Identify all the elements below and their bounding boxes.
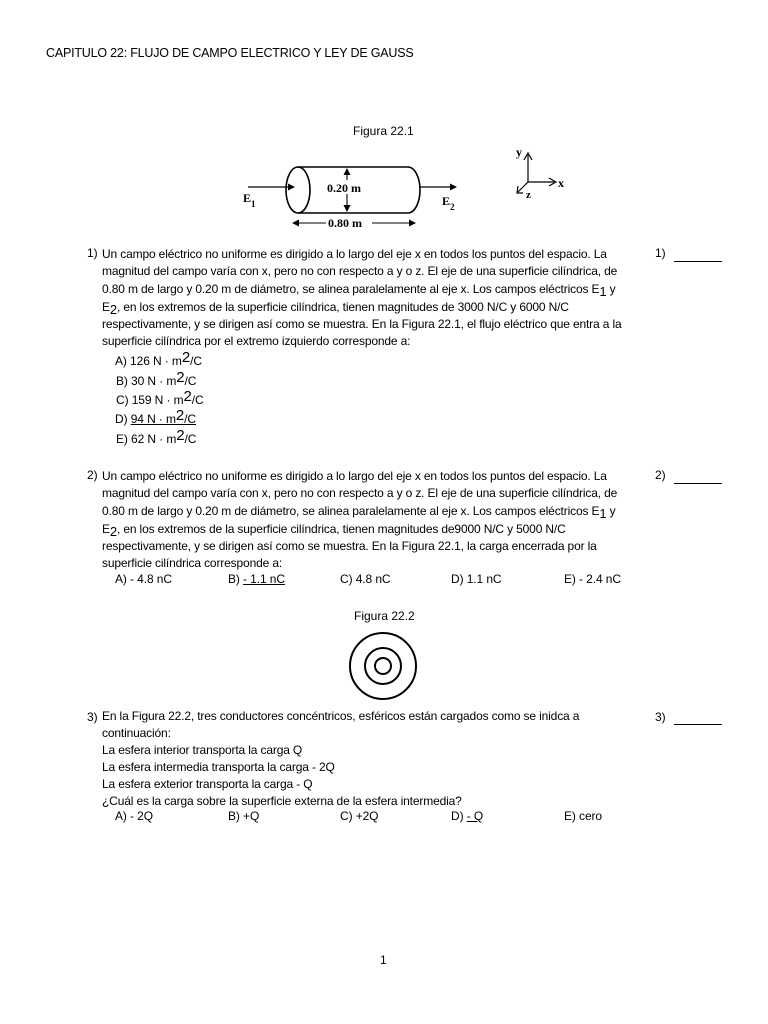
e1-arrowhead — [288, 184, 295, 191]
figure-caption-22-1: Figura 22.1 — [353, 124, 414, 138]
cylinder-left-hidden-edge — [298, 167, 310, 213]
page-number: 1 — [380, 953, 387, 967]
e1-subscript: 1 — [251, 199, 256, 209]
axes-figure — [508, 140, 578, 204]
question-3-option-d[interactable]: D) - Q — [451, 809, 484, 823]
question-1-option-c[interactable]: C) 159 N · m2/C — [116, 388, 204, 407]
answer-blank-1[interactable] — [674, 261, 722, 262]
cylinder-figure — [236, 150, 476, 238]
question-2-text: Un campo eléctrico no uniforme es dirigido a lo largo del eje x en todos los puntos del espacio. La magnitud del campo varía con x, pero no con respecto a y o z. El eje de una superficie cilíndrica, de 0.80 m de largo y 0.20 m de diámetro, se alinea paralelamente al eje x. Los campos eléctricos E1 y E2, en los extremos de la superficie cilíndrica, tienen magnitudes de9000 N/C y 5000 N/C respectivamente, y se dirigen así como se muestra. En la Figura 22.1, la carga encerrada por la superficie cilíndrica corresponde a: — [102, 469, 618, 570]
diameter-arrowhead-bottom — [344, 205, 351, 212]
question-1-option-e[interactable]: E) 62 N · m2/C — [116, 427, 197, 446]
page-title: CAPITULO 22: FLUJO DE CAMPO ELECTRICO Y LEY DE GAUSS — [46, 46, 414, 60]
question-3-option-b[interactable]: B) +Q — [228, 809, 260, 823]
diameter-arrowhead-top — [344, 168, 351, 175]
question-3-option-a[interactable]: A) - 2Q — [115, 809, 153, 823]
question-1-option-a[interactable]: A) 126 N · m2/C — [115, 349, 202, 368]
axis-y-label: y — [516, 145, 522, 159]
question-3-option-e[interactable]: E) cero — [564, 809, 602, 823]
question-1-option-b[interactable]: B) 30 N · m2/C — [116, 369, 197, 388]
question-3-number: 3) — [87, 710, 98, 724]
length-arrowhead-left — [292, 220, 299, 227]
question-1-text: Un campo eléctrico no uniforme es dirigido a lo largo del eje x en todos los puntos del espacio. La magnitud del campo varía con x, pero no con respecto a y o z. El eje de una superficie cilíndrica, de 0.80 m de largo y 0.20 m de diámetro, se alinea paralelamente al eje x. Los campos eléctricos E1 y E2, en los extremos de la superficie cilíndrica, tienen magnitudes de 3000 N/C y 6000 N/C respectivamente, y se dirigen así como se muestra. En la Figura 22.1, el flujo eléctrico que entra a la superficie cilíndrica por el extremo izquierdo corresponde a: — [102, 247, 622, 348]
question-2-option-b[interactable]: B) - 1.1 nC — [228, 572, 285, 586]
length-label: 0.80 m — [328, 216, 362, 230]
concentric-spheres-figure — [347, 630, 419, 702]
answer-label-3: 3) — [655, 710, 666, 724]
e1-label: E — [243, 191, 252, 205]
e2-subscript: 2 — [450, 202, 455, 212]
axis-z-label: z — [526, 189, 531, 201]
answer-blank-2[interactable] — [674, 483, 722, 484]
question-2-option-d[interactable]: D) 1.1 nC — [451, 572, 502, 586]
question-2-option-e[interactable]: E) - 2.4 nC — [564, 572, 621, 586]
question-2-number: 2) — [87, 468, 98, 482]
question-2-option-c[interactable]: C) 4.8 nC — [340, 572, 391, 586]
e2-arrowhead — [450, 184, 457, 191]
inner-sphere — [375, 658, 391, 674]
axis-x-label: x — [558, 176, 564, 190]
figure-caption-22-2: Figura 22.2 — [354, 609, 415, 623]
answer-label-1: 1) — [655, 246, 666, 260]
question-2-option-a[interactable]: A) - 4.8 nC — [115, 572, 172, 586]
question-1-option-d[interactable]: D) 94 N · m2/C — [115, 407, 196, 426]
middle-sphere — [365, 648, 401, 684]
diameter-label: 0.20 m — [327, 181, 361, 195]
outer-sphere — [350, 633, 416, 699]
e2-label: E — [442, 194, 451, 208]
question-1-number: 1) — [87, 246, 98, 260]
answer-blank-3[interactable] — [674, 724, 722, 725]
question-3-option-c[interactable]: C) +2Q — [340, 809, 379, 823]
question-3-text: En la Figura 22.2, tres conductores concéntricos, esféricos están cargados como se inidca a continuación: La esfera interior transporta la carga Q La esfera intermedia transporta la carga - 2Q La esfera exterior transporta la carga - Q ¿Cuál es la carga sobre la superficie externa de la esfera intermedia? — [102, 709, 580, 808]
length-arrowhead-right — [409, 220, 416, 227]
answer-label-2: 2) — [655, 468, 666, 482]
